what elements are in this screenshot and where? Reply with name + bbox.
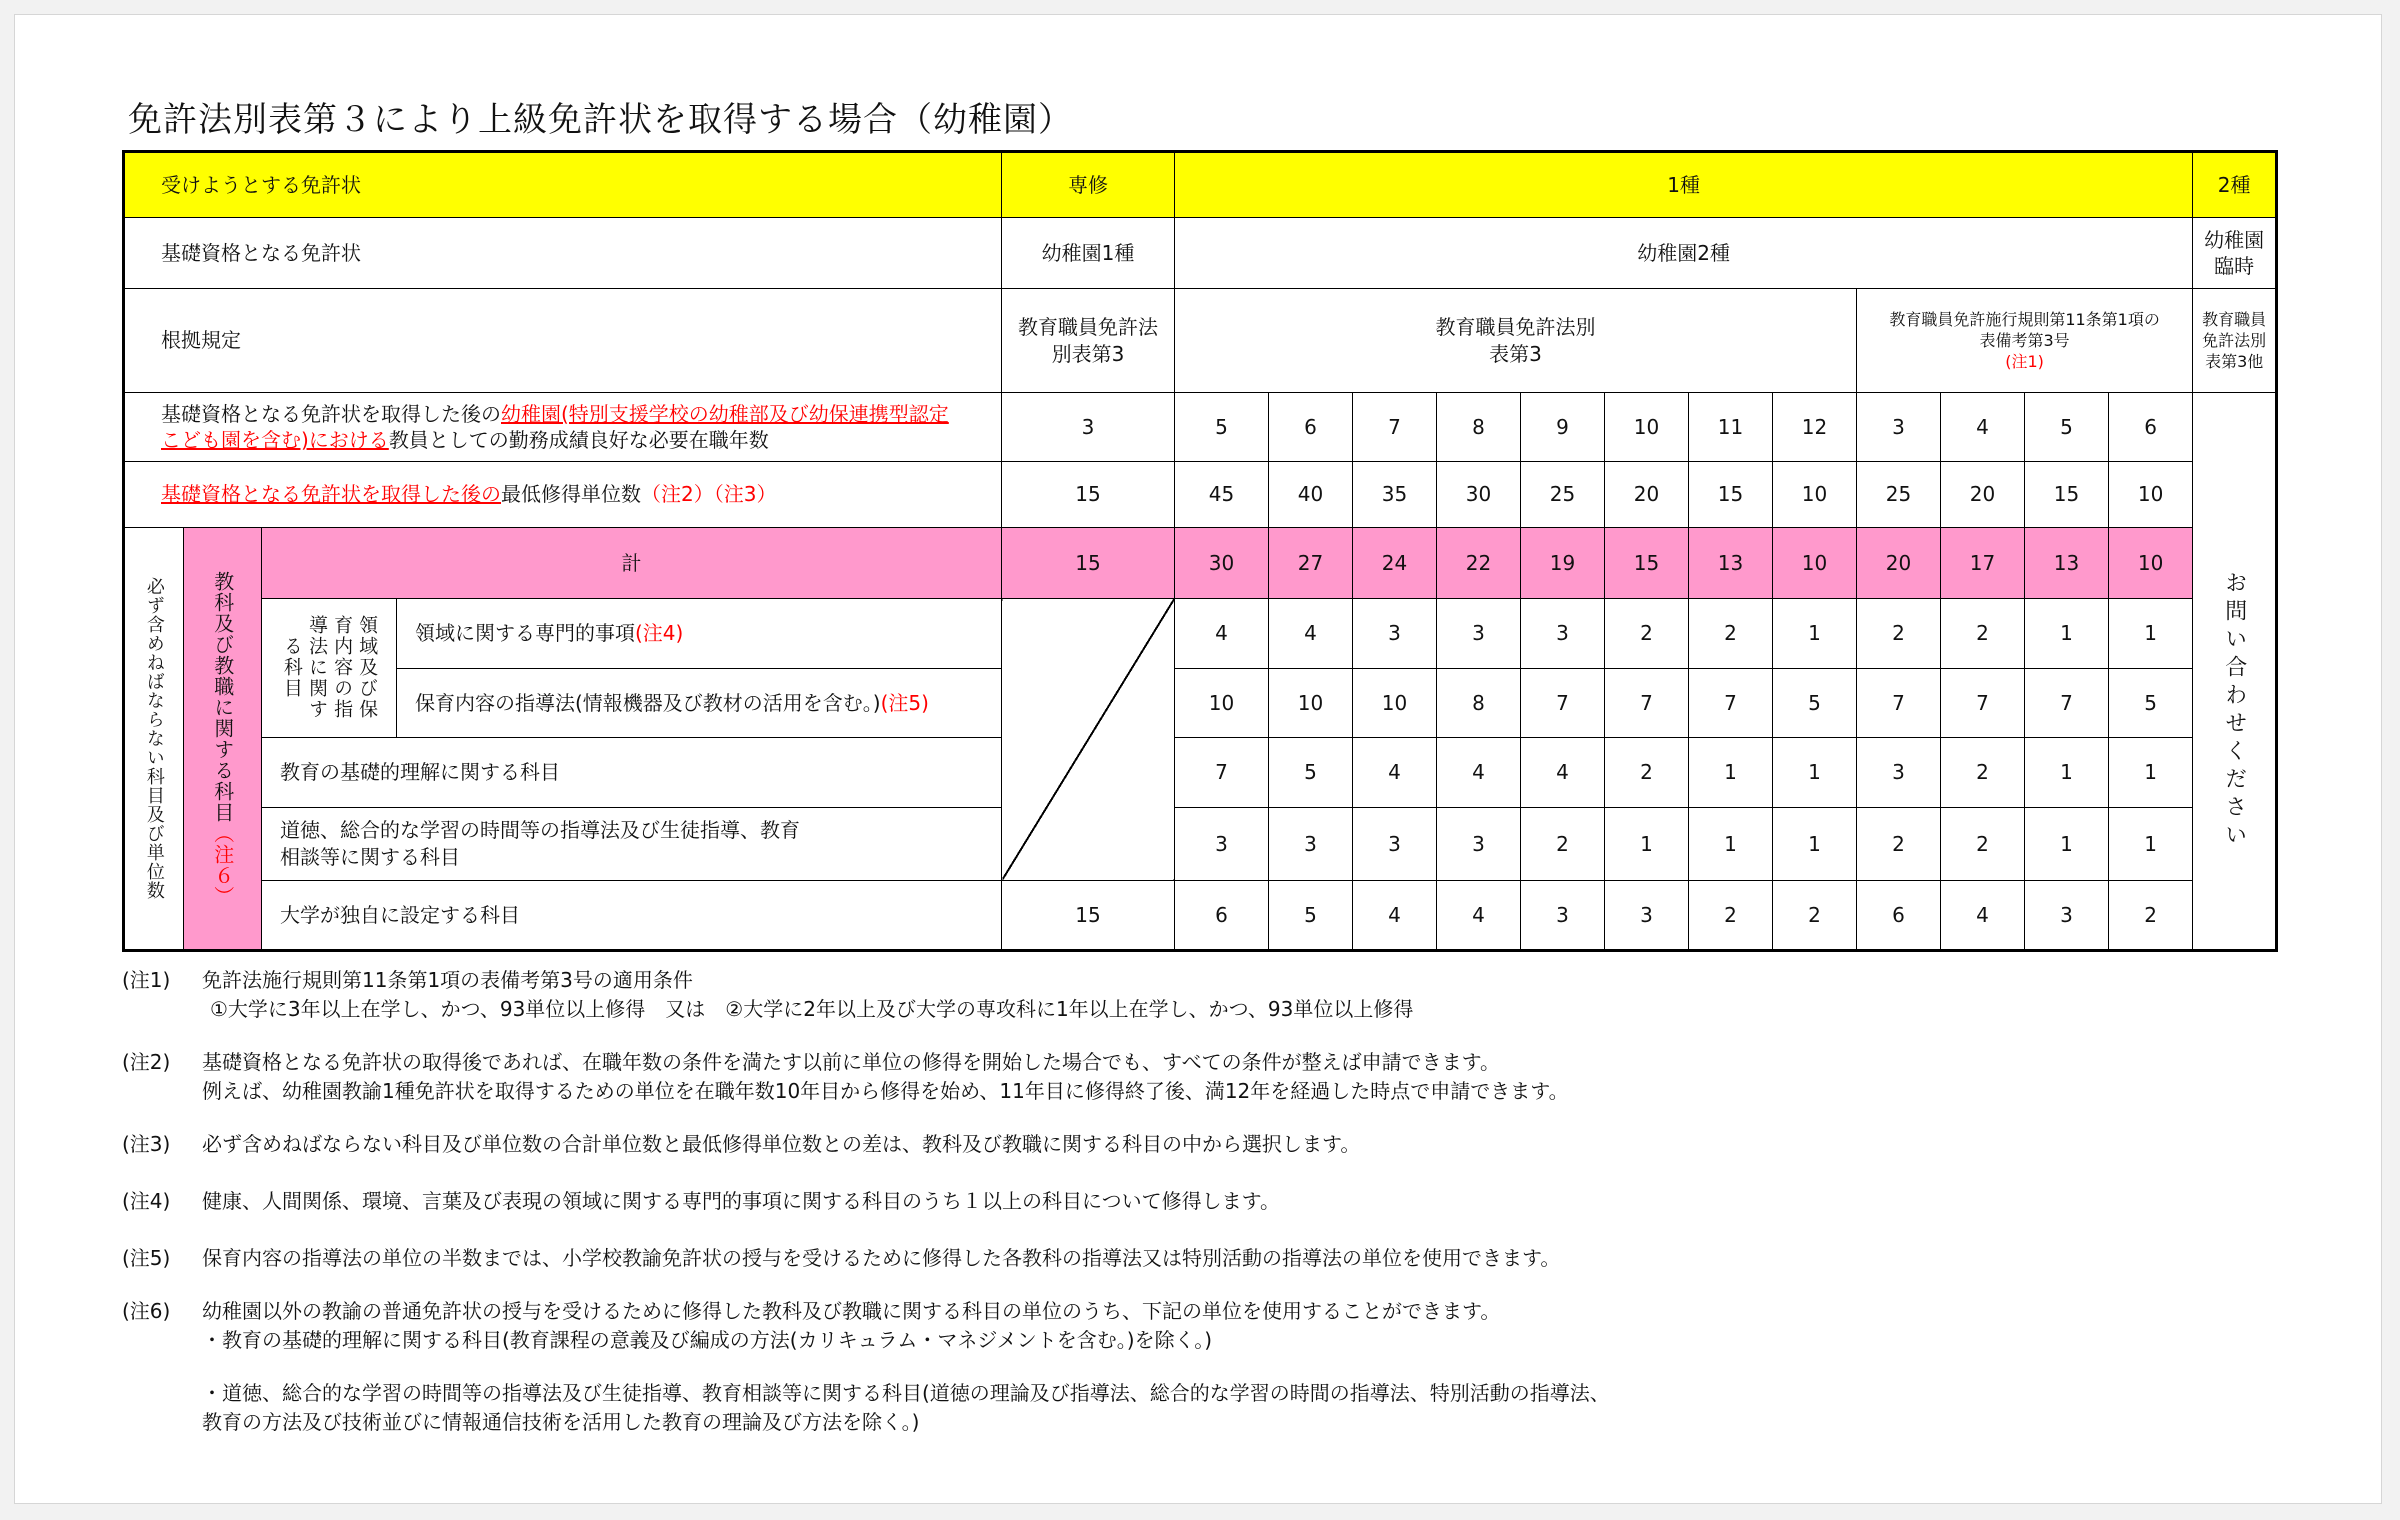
- units-value: 15: [2025, 461, 2109, 527]
- years-value: 9: [1521, 393, 1605, 461]
- years-value: 8: [1437, 393, 1521, 461]
- subject-text: 保育内容の指導法(情報機器及び教材の活用を含む。): [415, 690, 881, 715]
- units-value: 40: [1269, 461, 1353, 527]
- subject-label-text: 教科及び教職に関する科目: [210, 570, 235, 823]
- years-value: 6: [2109, 393, 2193, 461]
- subject-value: 1: [1773, 598, 1857, 668]
- daigaku-value: 4: [1353, 880, 1437, 951]
- subject-value: 5: [1269, 737, 1353, 807]
- subject-label: 道徳、総合的な学習の時間等の指導法及び生徒指導、教育相談等に関する科目: [262, 808, 1002, 880]
- notes-section: [122, 966, 2262, 1437]
- subject-value: 10: [1175, 669, 1269, 737]
- years-value: 10: [1605, 393, 1689, 461]
- units-value: 35: [1353, 461, 1437, 527]
- note-2: [122, 1048, 2262, 1106]
- note-label: (注2): [122, 1050, 171, 1074]
- subject-value: 2: [1941, 598, 2025, 668]
- years-label: [124, 393, 1002, 461]
- years-value: 3: [1857, 393, 1941, 461]
- years-value: 4: [1941, 393, 2025, 461]
- units-value: 10: [1773, 461, 1857, 527]
- years-value: 12: [1773, 393, 1857, 461]
- total-value: 10: [2109, 528, 2193, 598]
- subject-value: 2: [1521, 808, 1605, 880]
- subject-value: 2: [1941, 808, 2025, 880]
- note-line: 健康、人間関係、環境、言葉及び表現の領域に関する専門的事項に関する科目のうち１以上の科目について修得します。: [202, 1189, 1280, 1213]
- base-license-label: 基礎資格となる免許状: [124, 218, 1002, 288]
- subject-value: 7: [1941, 669, 2025, 737]
- daigaku-value: 3: [1605, 880, 1689, 951]
- subject-value: 3: [1857, 737, 1941, 807]
- subject-value: 1: [2109, 737, 2193, 807]
- note-line: 免許法施行規則第11条第1項の表備考第3号の適用条件: [202, 968, 693, 992]
- base-senshu: 幼稚園1種: [1002, 218, 1175, 288]
- note-line: ・道徳、総合的な学習の時間等の指導法及び生徒指導、教育相談等に関する科目(道徳の理論及び指導法、総合的な学習の時間の指導法、特別活動の指導法、: [202, 1381, 1610, 1405]
- note-line: 幼稚園以外の教諭の普通免許状の授与を受けるために修得した教科及び教職に関する科目の単位のうち、下記の単位を使用することができます。: [202, 1299, 1501, 1323]
- total-value: 10: [1773, 528, 1857, 598]
- subject-value: 4: [1175, 598, 1269, 668]
- senshu-header: 専修: [1002, 152, 1175, 218]
- note-5: [122, 1244, 2262, 1273]
- subject-value: 1: [1689, 808, 1773, 880]
- daigaku-value: 6: [1175, 880, 1269, 951]
- subject-value: 7: [1175, 737, 1269, 807]
- total-value: 13: [2025, 528, 2109, 598]
- total-value: 13: [1689, 528, 1773, 598]
- daigaku-value: 5: [1269, 880, 1353, 951]
- konkyo-rule-text: 教育職員免許施行規則第11条第1項の表備考第3号: [1889, 310, 2160, 351]
- subject-value: 3: [1175, 808, 1269, 880]
- note-body: [202, 1297, 2262, 1437]
- total-value: 30: [1175, 528, 1269, 598]
- subject-value: 10: [1353, 669, 1437, 737]
- subject-value: 2: [1857, 598, 1941, 668]
- subject-value: 2: [1857, 808, 1941, 880]
- years-label-pre: 基礎資格となる免許状を取得した後の: [161, 401, 501, 426]
- subject-value: 3: [1353, 598, 1437, 668]
- subject-value: 4: [1521, 737, 1605, 807]
- subject-value: 7: [1857, 669, 1941, 737]
- note-4: [122, 1187, 2262, 1216]
- ryoiki-group-label: 領域及び保育内容の指導法に関する科目: [280, 615, 379, 721]
- units-label: [124, 461, 1002, 527]
- subject-value: 7: [2025, 669, 2109, 737]
- subject-value: 1: [2025, 598, 2109, 668]
- note-line: 基礎資格となる免許状の取得後であれば、在職年数の条件を満たす以前に単位の修得を開始した場合でも、すべての条件が整えば申請できます。: [202, 1050, 1500, 1074]
- years-label-post: 教員としての勤務成績良好な必要在職年数: [388, 428, 769, 453]
- license-table: [122, 150, 2278, 952]
- subject-value: 2: [1941, 737, 2025, 807]
- years-value: 5: [1175, 393, 1269, 461]
- konkyo-label: 根拠規定: [124, 288, 1002, 393]
- units-value: 20: [1941, 461, 2025, 527]
- subject-value: 1: [1689, 737, 1773, 807]
- required-label: 必ず含めねばならない科目及び単位数: [143, 577, 165, 901]
- note-1: [122, 966, 2262, 1024]
- daigaku-label: 大学が独自に設定する科目: [262, 880, 1002, 951]
- total-value: 20: [1857, 528, 1941, 598]
- konkyo-isshu: 教育職員免許法別表第3: [1175, 288, 1857, 393]
- page-title: 免許法別表第３により上級免許状を取得する場合（幼稚園）: [128, 100, 1073, 140]
- years-label-red: 幼稚園(特別支援学校の幼稚部及び幼保連携型認定こども園を含む)における: [161, 401, 949, 453]
- years-value: 3: [1002, 393, 1175, 461]
- total-label: 計: [262, 528, 1002, 598]
- daigaku-value: 3: [2025, 880, 2109, 951]
- years-value: 7: [1353, 393, 1437, 461]
- subject-label: [397, 598, 1002, 668]
- subject-value: 1: [2109, 598, 2193, 668]
- konkyo-rule-note: (注1): [2005, 352, 2044, 372]
- units-value: 30: [1437, 461, 1521, 527]
- subject-value: 4: [1353, 737, 1437, 807]
- subject-text: 領域に関する専門的事項: [415, 621, 635, 646]
- units-value: 15: [1002, 461, 1175, 527]
- subject-value: 1: [2109, 808, 2193, 880]
- note-label: (注1): [122, 968, 171, 992]
- senshu-diagonal-cell: [1002, 598, 1175, 880]
- note-label: (注4): [122, 1189, 171, 1213]
- subject-value: 4: [1437, 737, 1521, 807]
- subject-value: 2: [1605, 598, 1689, 668]
- units-value: 20: [1605, 461, 1689, 527]
- units-value: 10: [2109, 461, 2193, 527]
- subject-value: 5: [2109, 669, 2193, 737]
- note-body: [202, 966, 2262, 1024]
- subject-value: 3: [1437, 808, 1521, 880]
- note-line: 保育内容の指導法の単位の半数までは、小学校教諭免許状の授与を受けるために修得した各教科の指導法又は特別活動の指導法の単位を使用できます。: [202, 1246, 1561, 1270]
- base-nishu: 幼稚園臨時: [2193, 218, 2277, 288]
- total-value: 15: [1002, 528, 1175, 598]
- note-line: 必ず含めねばならない科目及び単位数の合計単位数と最低修得単位数との差は、教科及び教職に関する科目の中から選択します。: [202, 1132, 1361, 1156]
- total-value: 27: [1269, 528, 1353, 598]
- subject-value: 1: [2025, 737, 2109, 807]
- subject-value: 1: [2025, 808, 2109, 880]
- daigaku-value: 3: [1521, 880, 1605, 951]
- base-isshu: 幼稚園2種: [1175, 218, 2193, 288]
- subject-label: [397, 669, 1002, 737]
- subject-value: 4: [1269, 598, 1353, 668]
- total-value: 15: [1605, 528, 1689, 598]
- nishu-header: 2種: [2193, 152, 2277, 218]
- note-body: [202, 1048, 2262, 1106]
- konkyo-senshu: 教育職員免許法別表第3: [1002, 288, 1175, 393]
- daigaku-value: 2: [1689, 880, 1773, 951]
- required-label-cell: [124, 528, 184, 951]
- konkyo-nishu: 教育職員免許法別表第3他: [2193, 288, 2277, 393]
- units-label-note: （注2）（注3）: [641, 482, 777, 507]
- isshu-header: 1種: [1175, 152, 2193, 218]
- subject-value: 3: [1437, 598, 1521, 668]
- units-value: 15: [1689, 461, 1773, 527]
- daigaku-value: 4: [1437, 880, 1521, 951]
- daigaku-value: 2: [2109, 880, 2193, 951]
- subject-value: 1: [1605, 808, 1689, 880]
- subject-note: (注5): [880, 690, 929, 715]
- note-label: (注3): [122, 1132, 171, 1156]
- units-label-post: 最低修得単位数: [501, 482, 641, 507]
- units-label-red: 基礎資格となる免許状を取得した後の: [161, 482, 501, 507]
- subject-value: 2: [1689, 598, 1773, 668]
- license-label: 受けようとする免許状: [124, 152, 1002, 218]
- total-value: 24: [1353, 528, 1437, 598]
- inquiry-text: お問い合わせください: [2221, 571, 2247, 852]
- note-label: (注5): [122, 1246, 171, 1270]
- subject-value: 3: [1269, 808, 1353, 880]
- subject-note: (注4): [635, 621, 684, 646]
- subject-value: 3: [1353, 808, 1437, 880]
- subject-value: 3: [1521, 598, 1605, 668]
- note-3: [122, 1130, 2262, 1159]
- subject-value: 1: [1773, 737, 1857, 807]
- note-label: (注6): [122, 1299, 171, 1323]
- years-value: 11: [1689, 393, 1773, 461]
- subject-label-note: （注６）: [210, 822, 235, 907]
- subject-value: 7: [1689, 669, 1773, 737]
- units-value: 45: [1175, 461, 1269, 527]
- inquiry-cell: [2193, 393, 2277, 951]
- note-line: 教育の方法及び技術並びに情報通信技術を活用した教育の理論及び方法を除く。): [202, 1410, 920, 1434]
- konkyo-rule: [1857, 288, 2193, 393]
- subject-value: 1: [1773, 808, 1857, 880]
- daigaku-value: 4: [1941, 880, 2025, 951]
- years-value: 5: [2025, 393, 2109, 461]
- subject-value: 5: [1773, 669, 1857, 737]
- subject-label: 教育の基礎的理解に関する科目: [262, 737, 1002, 807]
- note-line: ①大学に3年以上在学し、かつ、93単位以上修得 又は ②大学に2年以上及び大学の専攻科に1年以上在学し、かつ、93単位以上修得: [210, 997, 1414, 1021]
- subject-label: [209, 571, 235, 907]
- note-6: [122, 1297, 2262, 1437]
- subject-value: 8: [1437, 669, 1521, 737]
- ryoiki-group-cell: [262, 598, 397, 737]
- units-value: 25: [1521, 461, 1605, 527]
- daigaku-value: 2: [1773, 880, 1857, 951]
- daigaku-value: 15: [1002, 880, 1175, 951]
- units-value: 25: [1857, 461, 1941, 527]
- note-line: ・教育の基礎的理解に関する科目(教育課程の意義及び編成の方法(カリキュラム・マネジメントを含む。)を除く。): [202, 1328, 1213, 1352]
- subject-value: 10: [1269, 669, 1353, 737]
- subject-value: 7: [1521, 669, 1605, 737]
- total-value: 17: [1941, 528, 2025, 598]
- subject-value: 7: [1605, 669, 1689, 737]
- subject-label-cell: [184, 528, 262, 951]
- daigaku-value: 6: [1857, 880, 1941, 951]
- note-line: 例えば、幼稚園教諭1種免許状を取得するための単位を在職年数10年目から修得を始め、11年目に修得終了後、満12年を経過した時点で申請できます。: [202, 1079, 1569, 1103]
- years-value: 6: [1269, 393, 1353, 461]
- total-value: 19: [1521, 528, 1605, 598]
- subject-value: 2: [1605, 737, 1689, 807]
- total-value: 22: [1437, 528, 1521, 598]
